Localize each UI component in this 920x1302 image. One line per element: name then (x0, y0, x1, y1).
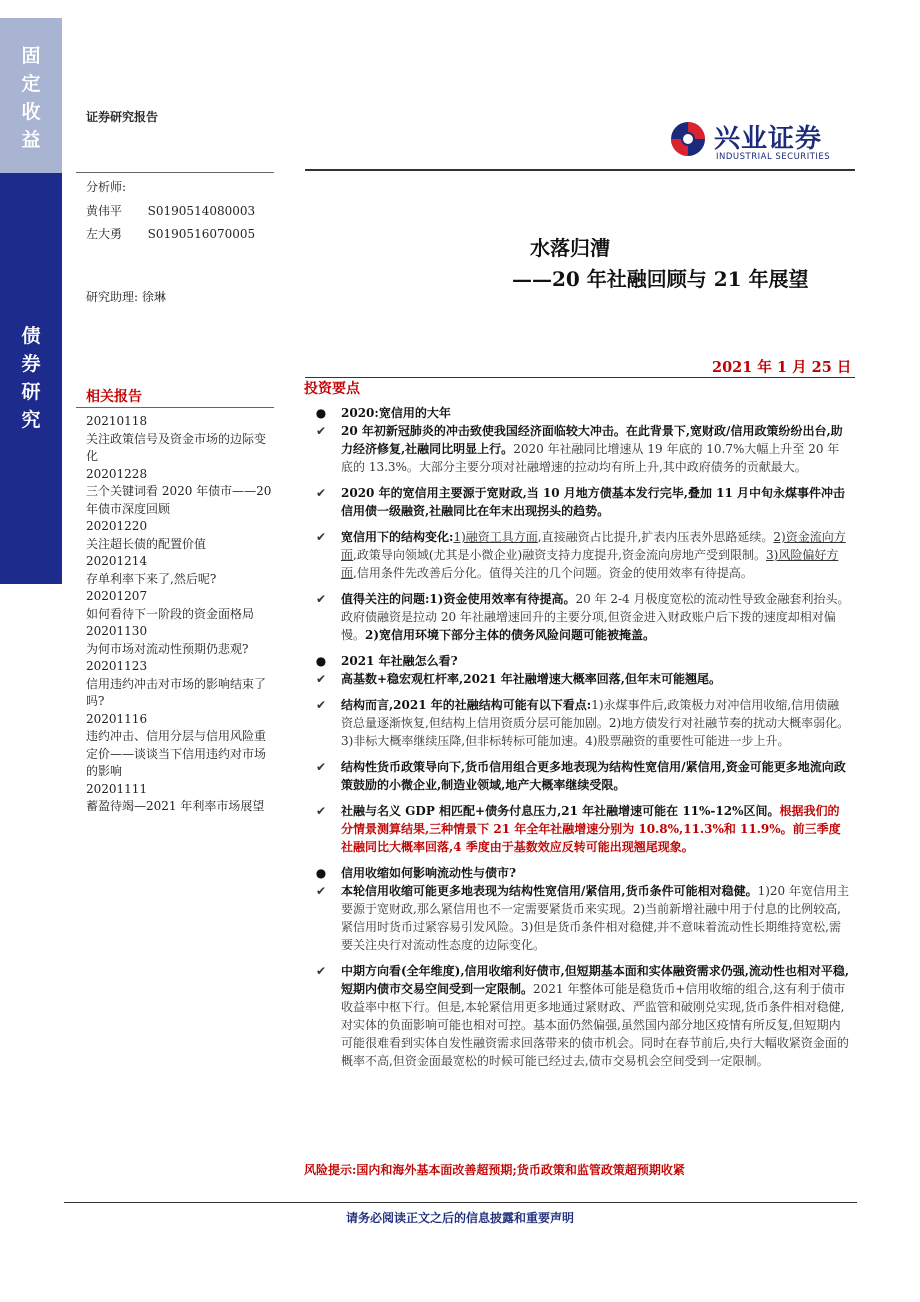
related-date: 20201214 (86, 554, 148, 568)
related-title-text: 关注超长债的配置价值 (86, 536, 207, 551)
paragraph-highlight: 根据我们的分情景测算结果,三种情景下 21 年全年社融增速分别为 10.8%,11.3%和 11.9%。前三季度社融同比大概率回落,4 季度由于基数效应反转可能出现翘尾现象。 (341, 804, 841, 854)
related-title-text: 关注政策信号及资金市场的边际变化 (86, 431, 267, 463)
paragraph (311, 484, 851, 520)
report-type: 证券研究报告 (86, 110, 159, 124)
risk-warning: 风险提示:国内和海外基本面改善超预期;货币政策和监管政策超预期收紧 (304, 1163, 685, 1177)
list-item[interactable] (86, 518, 272, 553)
related-title-text: 蓄盈待竭—2021 年利率市场展望 (86, 799, 265, 813)
list-item[interactable] (86, 658, 272, 711)
header-divider (305, 169, 855, 171)
footer-disclaimer[interactable]: 请务必阅读正文之后的信息披露和重要声明 (345, 1211, 574, 1225)
paragraph (311, 590, 851, 644)
analyst-name: 左大勇 (86, 227, 123, 241)
paragraph (311, 528, 851, 582)
paragraph (311, 422, 851, 476)
check-icon: ✔ (315, 672, 327, 686)
company-name-en: INDUSTRIAL SECURITIES (716, 152, 831, 162)
list-item[interactable] (86, 413, 272, 466)
paragraph-text: ,直接融资占比提升,扩表内压表外思路延续。 (537, 530, 774, 544)
report-subtitle: ——20 年社融回顾与 21 年展望 (512, 267, 809, 291)
list-item[interactable] (86, 553, 272, 588)
check-icon: ✔ (315, 760, 327, 774)
paragraph (311, 802, 851, 856)
check-icon: ✔ (315, 964, 327, 978)
bullet-icon: ● (315, 654, 327, 668)
check-icon: ✔ (315, 698, 327, 712)
related-reports-title: 相关报告 (86, 389, 142, 405)
analyst-id: S0190514080003 (147, 204, 256, 218)
paragraph-text: ,信用条件先改善后分化。值得关注的几个问题。资金的使用效率有待提高。 (353, 566, 753, 580)
check-icon: ✔ (315, 884, 327, 898)
list-item[interactable] (86, 466, 272, 519)
paragraph (311, 882, 851, 954)
check-icon: ✔ (315, 486, 327, 500)
check-icon: ✔ (315, 804, 327, 818)
related-title-text: 违约冲击、信用分层与信用风险重定价——谈谈当下信用违约对市场的影响 (86, 729, 267, 778)
list-item[interactable] (86, 711, 272, 781)
paragraph-underline: 1)融资工具方面 (453, 530, 538, 544)
report-date: 2021 年 1 月 25 日 (712, 359, 852, 376)
related-title-text: 如何看待下一阶段的资金面格局 (86, 606, 255, 621)
paragraph-bold: 社融与名义 GDP 相匹配+债务付息压力,21 年社融增速可能在 11%-12%区间。 (341, 804, 780, 818)
sidebar-category-label: 固 定 收 益 (21, 45, 41, 151)
company-name: 兴业证券 (714, 124, 823, 154)
related-date: 20201220 (86, 519, 148, 533)
related-title-text: 三个关键词看 2020 年债市——20 年债市深度回顾 (86, 484, 272, 516)
heading-text: 信用收缩如何影响流动性与债市? (341, 866, 517, 880)
heading-text: 2020:宽信用的大年 (341, 406, 451, 420)
paragraph-bold: 宽信用下的结构变化: (341, 530, 454, 544)
related-title-text: 信用违约冲击对市场的影响结束了吗? (86, 676, 267, 708)
paragraph (311, 670, 851, 688)
paragraph-text: 2020 年社融同比增速从 19 年底的 10.7%大幅上升至 20 年底的 13.3%。大部分主要分项对社融增速的拉动均有所上升,其中政府债务的贡献最大。 (341, 442, 840, 474)
check-icon: ✔ (315, 530, 327, 544)
report-title: 水落归漕 (530, 236, 610, 260)
related-date: 20210118 (86, 414, 148, 428)
paragraph-underline: 2)资金流向方面 (341, 530, 846, 562)
bullet-icon: ● (315, 866, 327, 880)
analyst-name: 黄伟平 (86, 204, 123, 218)
paragraph-text: 1)永煤事件后,政策极力对冲信用收缩,信用债融资总量逐渐恢复,但结构上信用资质分层可能加剧。2)地方债发行对社融节奏的扰动大概率弱化。3)非标大概率继续压降,但非标转标可能加速。4)股票融资的重要性可能进一步上升。 (341, 698, 850, 748)
check-icon: ✔ (315, 424, 327, 438)
section-heading (311, 404, 851, 422)
analyst-entry (86, 225, 255, 242)
list-item[interactable] (86, 588, 272, 623)
paragraph-text: 20 年 2-4 月极度宽松的流动性导致金融套利抬头。政府债融资是拉动 20 年社融增速回升的主要分项,但资金进入财政账户后下拨的速度却相对偏慢。 (341, 592, 850, 642)
paragraph (311, 696, 851, 750)
related-date: 20201130 (86, 624, 148, 638)
analyst-label: 分析师: (86, 180, 127, 194)
paragraph-text: 2021 年整体可能是稳货币+信用收缩的组合,这有利于债市收益率中枢下行。但是,本轮紧信用更多地通过紧财政、严监管和破刚兑实现,货币条件相对稳健,对实体的负面影响可能也相对可控。基本面仍然偏强,虽然国内部分地区疫情有所反复,但短期内可能很难看到实体自发性融资需求回落带来的债市机会。同时在春节前后,央行大幅收紧资金面的概率不高,但资金面最宽松的时候可能已经过去,债市交易机会空间受到一定限制。 (341, 982, 849, 1068)
date-divider (305, 377, 855, 378)
related-date: 20201123 (86, 659, 148, 673)
paragraph-bold: 中期方向看(全年维度),信用收缩利好债市,但短期基本面和实体融资需求仍强,流动性也相对平稳,短期内债市交易空间受到一定限制。 (341, 964, 850, 996)
check-icon: ✔ (315, 592, 327, 606)
related-date: 20201207 (86, 589, 148, 603)
bullet-icon: ● (315, 406, 327, 420)
paragraph-bold: 值得关注的问题:1)资金使用效率有待提高。 (341, 592, 576, 606)
list-item[interactable] (86, 781, 272, 816)
key-points-body (311, 404, 851, 1070)
paragraph-bold: 2020 年的宽信用主要源于宽财政,当 10 月地方债基本发行完毕,叠加 11 月中旬永煤事件冲击信用债一级融资,社融同比在年末出现拐头的趋势。 (341, 486, 846, 518)
section-heading (311, 864, 851, 882)
paragraph-bold: 20 年初新冠肺炎的冲击致使我国经济面临较大冲击。在此背景下,宽财政/信用政策纷纷出台,助力经济修复,社融同比明显上行。 (341, 424, 843, 456)
section-heading (311, 652, 851, 670)
paragraph-text: ,政策导向领域(尤其是小微企业)融资支持力度提升,资金流向房地产受到限制。 (353, 548, 767, 562)
paragraph-underline: 3)风险偏好方面 (341, 548, 839, 580)
related-date: 20201228 (86, 466, 148, 481)
paragraph (311, 758, 851, 794)
sidebar-section-label: 债 券 研 究 (21, 325, 41, 431)
related-divider (76, 407, 274, 408)
paragraph-bold: 高基数+稳宏观杠杆率,2021 年社融增速大概率回落,但年末可能翘尾。 (341, 672, 721, 686)
paragraph-bold: 本轮信用收缩可能更多地表现为结构性宽信用/紧信用,货币条件可能相对稳健。 (341, 884, 758, 898)
key-points-title: 投资要点 (304, 381, 360, 397)
related-title-text: 存单利率下来了,然后呢? (86, 571, 217, 586)
paragraph (311, 962, 851, 1070)
related-title-text: 为何市场对流动性预期仍悲观? (86, 641, 249, 656)
paragraph-bold: 2)宽信用环境下部分主体的债务风险问题可能被掩盖。 (365, 628, 656, 642)
analyst-id: S0190516070005 (147, 227, 256, 241)
related-reports-list (86, 413, 272, 816)
paragraph-text: 1)20 年宽信用主要源于宽财政,那么紧信用也不一定需要紧货币来实现。2)当前新增社融中用于付息的比例较高,紧信用时货币过紧容易引发风险。3)但是货币条件相对稳健,并不意味着流动性长期维持宽松,需要关注央行对流动性态度的边际变化。 (341, 884, 849, 952)
heading-text: 2021 年社融怎么看? (341, 654, 458, 668)
paragraph-bold: 结构性货币政策导向下,货币信用组合更多地表现为结构性宽信用/紧信用,资金可能更多地流向政策鼓励的小微企业,制造业领域,地产大概率继续受限。 (341, 760, 846, 792)
research-assistant: 研究助理: 徐琳 (86, 290, 166, 304)
related-date: 20201111 (86, 781, 148, 796)
paragraph-bold: 结构而言,2021 年的社融结构可能有以下看点: (341, 698, 592, 712)
related-date: 20201116 (86, 711, 148, 726)
footer-divider (64, 1202, 857, 1203)
analyst-divider (76, 172, 274, 173)
analyst-entry (86, 202, 255, 219)
list-item[interactable] (86, 623, 272, 658)
